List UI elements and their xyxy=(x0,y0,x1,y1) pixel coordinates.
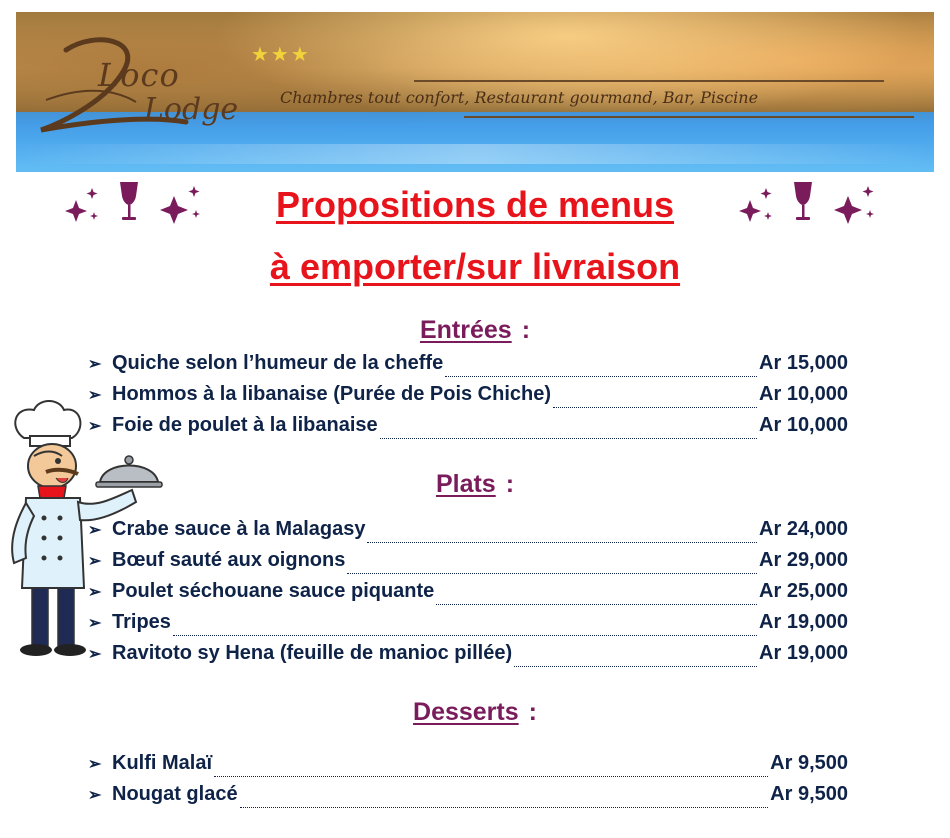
item-price: Ar 10,000 xyxy=(759,414,848,436)
hotel-tagline: Chambres tout confort, Restaurant gourmand, Bar, Piscine xyxy=(280,88,759,107)
item-name: Bœuf sauté aux oignons xyxy=(112,549,346,571)
entrees-list xyxy=(88,352,848,445)
dot-leader xyxy=(214,775,768,777)
arrow-bullet-icon: ➢ xyxy=(88,418,102,435)
arrow-bullet-icon: ➢ xyxy=(88,387,102,404)
menu-item xyxy=(88,352,848,383)
arrow-bullet-icon: ➢ xyxy=(88,553,102,570)
menu-item xyxy=(88,518,848,549)
logo-word-loco: Loco xyxy=(98,56,180,94)
menu-item xyxy=(88,549,848,580)
dot-leader xyxy=(553,406,757,408)
dot-leader xyxy=(347,572,757,574)
item-price: Ar 10,000 xyxy=(759,383,848,405)
item-name: Crabe sauce à la Malagasy xyxy=(112,518,366,540)
arrow-bullet-icon: ➢ xyxy=(88,646,102,663)
item-price: Ar 9,500 xyxy=(770,783,848,805)
arrow-bullet-icon: ➢ xyxy=(88,756,102,773)
item-name: Nougat glacé xyxy=(112,783,238,805)
section-heading-desserts: Desserts : xyxy=(413,698,537,726)
item-price: Ar 19,000 xyxy=(759,611,848,633)
logo-word-lodge: Lodge xyxy=(144,92,239,127)
desserts-list xyxy=(88,752,848,814)
dot-leader xyxy=(445,375,757,377)
menu-item xyxy=(88,783,848,814)
loco-lodge-logo xyxy=(26,30,311,140)
menu-title-line1: Propositions de menus xyxy=(275,184,675,225)
item-price: Ar 29,000 xyxy=(759,549,848,571)
menu-item xyxy=(88,752,848,783)
arrow-bullet-icon: ➢ xyxy=(88,787,102,804)
section-heading-entrees: Entrées : xyxy=(419,316,531,344)
menu-item xyxy=(88,580,848,611)
item-name: Tripes xyxy=(112,611,171,633)
section-heading-plats: Plats : xyxy=(435,470,515,498)
menu-item xyxy=(88,611,848,642)
arrow-bullet-icon: ➢ xyxy=(88,522,102,539)
arrow-bullet-icon: ➢ xyxy=(88,356,102,373)
menu-item xyxy=(88,383,848,414)
plats-list xyxy=(88,518,848,673)
item-price: Ar 9,500 xyxy=(770,752,848,774)
menu-item xyxy=(88,642,848,673)
item-price: Ar 15,000 xyxy=(759,352,848,374)
dot-leader xyxy=(367,541,757,543)
item-price: Ar 24,000 xyxy=(759,518,848,540)
header-banner xyxy=(16,12,934,172)
dot-leader xyxy=(173,634,757,636)
arrow-bullet-icon: ➢ xyxy=(88,615,102,632)
banner-rule xyxy=(414,80,884,82)
item-name: Quiche selon l’humeur de la cheffe xyxy=(112,352,444,374)
banner-rule xyxy=(464,116,914,118)
item-name: Foie de poulet à la libanaise xyxy=(112,414,378,436)
rating-stars: ★★★ xyxy=(251,42,311,66)
dot-leader xyxy=(514,665,757,667)
item-price: Ar 19,000 xyxy=(759,642,848,664)
dot-leader xyxy=(380,437,757,439)
item-name: Ravitoto sy Hena (feuille de manioc pillée) xyxy=(112,642,513,664)
item-name: Poulet séchouane sauce piquante xyxy=(112,580,435,602)
item-price: Ar 25,000 xyxy=(759,580,848,602)
menu-title-line2: à emporter/sur livraison xyxy=(269,246,681,287)
item-name: Hommos à la libanaise (Purée de Pois Chiche) xyxy=(112,383,552,405)
menu-item xyxy=(88,414,848,445)
item-name: Kulfi Malaï xyxy=(112,752,213,774)
dot-leader xyxy=(436,603,757,605)
dot-leader xyxy=(240,806,769,808)
arrow-bullet-icon: ➢ xyxy=(88,584,102,601)
